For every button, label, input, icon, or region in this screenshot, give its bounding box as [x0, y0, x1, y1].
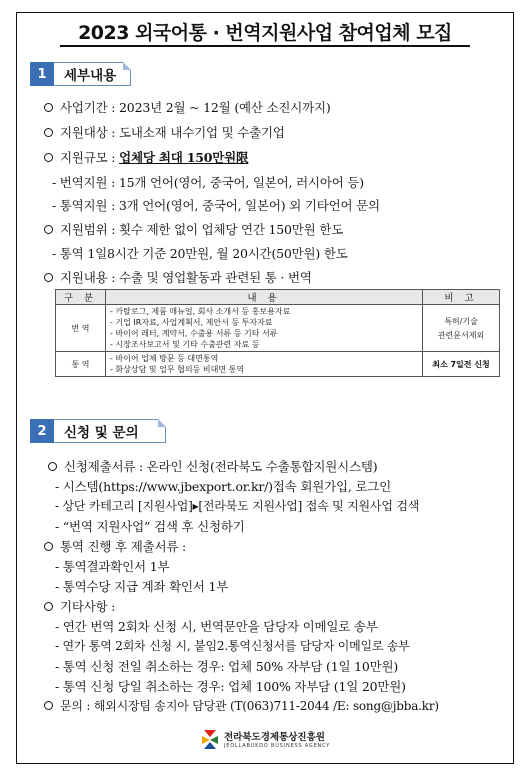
docs-item: 신청제출서류 : 온라인 신청(전라북도 수출통합지원시스템)	[48, 457, 377, 475]
table-row	[56, 305, 500, 352]
agency-logo	[200, 727, 330, 751]
section-header-details	[30, 62, 131, 86]
range-item: 지원범위 : 횟수 제한 없이 업체당 연간 150만원 한도	[44, 220, 343, 238]
target-item: 지원대상 : 도내소재 내수기업 및 수출기업	[44, 123, 285, 141]
scale-item: 지원규모 : 업체당 최대 150만원限	[44, 148, 248, 166]
table-header: 구 분	[56, 290, 106, 305]
table-cell-items: - 카탈로그, 제품 매뉴얼, 회사 소개서 등 홍보용자료 - 기업 IR자료, 사업계획서, 제안서 등 투자자료 - 바이어 레터, 계약서, 수출용 서류 등 기타 서류 - 시장조사보고서 및 기타 수출관련 자료 등	[106, 305, 423, 352]
scale-value: 업체당 최대 150만원限	[119, 150, 249, 165]
circle-bullet-icon	[44, 602, 53, 611]
circle-bullet-icon	[48, 462, 57, 471]
table-cell-note: 특허/기술 관련문서제외	[423, 305, 500, 352]
translation-detail: - 번역지원 : 15개 언어(영어, 중국어, 일본어, 러시아어 등)	[52, 175, 364, 190]
table-cell-category: 번 역	[56, 305, 106, 352]
table-header: 내 용	[106, 290, 423, 305]
after-item: 통역 진행 후 제출서류 :	[44, 537, 186, 555]
etc-step: - 연간 번역 2회차 신청 시, 번역문안을 담당자 이메일로 송부	[55, 619, 378, 634]
docs-step: - 상단 카테고리 [지원사업]▸[전라북도 지원사업] 접속 및 지원사업 검색	[55, 499, 420, 513]
agency-name: 전라북도경제통상진흥원	[224, 732, 325, 743]
period-item: 사업기간 : 2023년 2월 ~ 12월 (예산 소진시까지)	[44, 98, 331, 116]
circle-bullet-icon	[44, 542, 53, 551]
section-header-application	[30, 419, 166, 443]
section-title: 신청 및 문의	[54, 419, 166, 443]
title-underline	[60, 45, 470, 47]
etc-item: 기타사항 :	[44, 597, 115, 615]
circle-bullet-icon	[44, 128, 53, 137]
circle-bullet-icon	[44, 225, 53, 234]
section-title: 세부내용	[54, 62, 131, 86]
contact-item: 문의 : 해외시장팀 송지아 담당관 (T(063)711-2044 /E: song@jbba.kr)	[44, 697, 439, 714]
table-cell-note: 최소 7일전 신청	[423, 352, 500, 377]
agency-english-name: JEOLLABUKDO BUSINESS AGENCY	[224, 743, 331, 749]
content-item: 지원내용 : 수출 및 영업활동과 관련된 통 · 번역	[44, 268, 312, 286]
range-detail: - 통역 1일8시간 기준 20만원, 월 20시간(50만원) 한도	[52, 246, 348, 261]
etc-step: - 통역 신청 전일 취소하는 경우: 업체 50% 자부담 (1일 10만원)	[55, 659, 399, 674]
table-row	[56, 352, 500, 377]
circle-bullet-icon	[44, 273, 53, 282]
etc-step: - 통역 신청 당일 취소하는 경우: 업체 100% 자부담 (1일 20만원)	[55, 679, 406, 694]
circle-bullet-icon	[44, 103, 53, 112]
after-step: - 통역수당 지급 계좌 확인서 1부	[55, 579, 229, 594]
agency-logo-icon	[200, 727, 220, 751]
section-number: 1	[30, 62, 54, 86]
support-content-table	[55, 289, 500, 377]
circle-bullet-icon	[44, 153, 53, 162]
etc-step: - 연가 통역 2회차 신청 시, 붙임2.통역신청서를 담당자 이메일로 송부	[55, 639, 410, 653]
table-cell-category: 통 역	[56, 352, 106, 377]
interpretation-detail: - 통역지원 : 3개 언어(영어, 중국어, 일본어) 외 기타언어 문의	[52, 198, 380, 213]
section-number: 2	[30, 419, 54, 443]
table-header: 비 고	[423, 290, 500, 305]
docs-step: - 시스템(https://www.jbexport.or.kr/)접속 회원가입, 로그인	[55, 479, 391, 494]
circle-bullet-icon	[44, 701, 53, 710]
page-title: 2023 외국어통 · 번역지원사업 참여업체 모집	[78, 22, 452, 44]
after-step: - 통역결과확인서 1부	[55, 559, 170, 574]
table-cell-items: - 바이어 업체 방문 등 대면통역 - 화상상담 및 업무 협의등 비대면 통역	[106, 352, 423, 377]
docs-step: - “번역 지원사업” 검색 후 신청하기	[55, 519, 245, 534]
